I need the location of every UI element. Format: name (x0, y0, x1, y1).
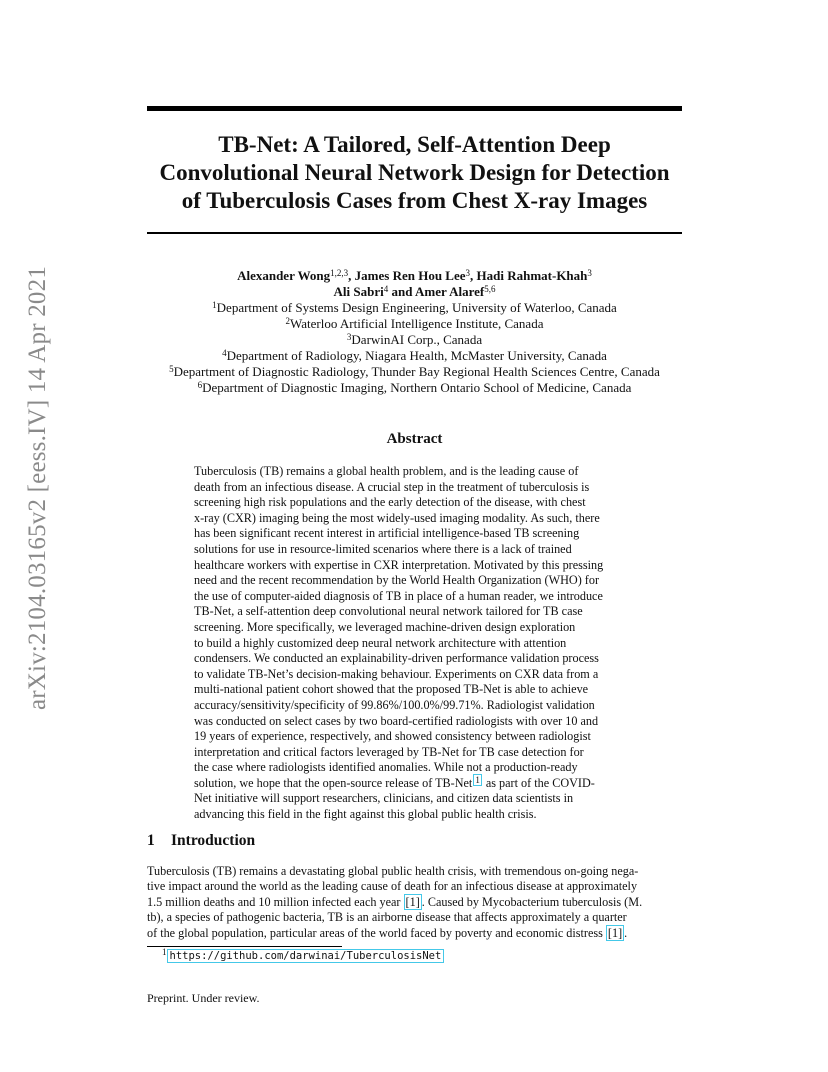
section-heading (147, 832, 682, 850)
author-name: and Amer Alaref (388, 284, 485, 299)
footnote-mark: 1 (162, 947, 167, 957)
author-sup: 4 (383, 284, 389, 294)
affiliation-line (147, 380, 682, 396)
section-title: Introduction (171, 832, 256, 849)
abstract-line (194, 776, 634, 792)
intro-line: tive impact around the world as the leading cause of death for an infectious disease at approximately (147, 879, 638, 894)
affiliation-line (147, 316, 682, 332)
author-line-1 (147, 268, 682, 284)
paper-title (147, 131, 682, 215)
affiliation-text: Waterloo Artificial Intelligence Institute, Canada (290, 316, 544, 331)
author-sup: 3 (587, 268, 592, 278)
abstract-text: solution, we hope that the open-source release of TB-Net (194, 775, 473, 790)
footnote-rule (147, 946, 342, 947)
preprint-footer: Preprint. Under review. (147, 991, 260, 1005)
title-line-1: TB-Net: A Tailored, Self-Attention Deep (218, 132, 611, 157)
intro-text: . Caused by Mycobacterium tuberculosis (M. (421, 894, 643, 909)
affiliation-text: DarwinAI Corp., Canada (351, 332, 483, 347)
abstract-line: 19 years of experience, respectively, and showed consistency between radiologist (194, 729, 591, 744)
abstract-text: as part of the COVID- (482, 775, 595, 790)
citation-link[interactable]: [1] (607, 925, 623, 940)
intro-line: tb), a species of pathogenic bacteria, TB is an airborne disease that affects approximately a quarter (147, 910, 627, 925)
affiliation-line (147, 364, 682, 380)
intro-text: 1.5 million deaths and 10 million infected each year (147, 894, 404, 909)
abstract-line: healthcare workers with expertise in CXR interpretation. Motivated by this pressing (194, 557, 604, 572)
intro-text: . (624, 925, 628, 940)
affiliation-text: Department of Diagnostic Radiology, Thunder Bay Regional Health Sciences Centre, Canada (173, 364, 660, 379)
abstract-line: solutions for use in resource-limited scenarios where there is a lack of trained (194, 541, 572, 556)
title-top-rule (147, 106, 682, 111)
citation-link[interactable]: [1] (405, 894, 420, 909)
intro-line: Tuberculosis (TB) remains a devastating global public health crisis, with tremendous on-going nega- (147, 864, 639, 878)
author-name: , Hadi Rahmat-Khah (470, 268, 588, 283)
abstract-line: need and the recent recommendation by the World Health Organization (WHO) for (194, 573, 600, 588)
abstract-line: multi-national patient cohort showed that the proposed TB-Net is able to achieve (194, 682, 589, 697)
abstract-line: screening. More specifically, we leveraged machine-driven design exploration (194, 619, 576, 634)
section-number: 1 (147, 832, 155, 849)
intro-line (147, 895, 682, 910)
abstract-body (194, 464, 634, 823)
arxiv-sidebar (0, 0, 60, 1072)
author-sup: 1,2,3 (330, 268, 349, 278)
abstract-line: death from an infectious disease. A crucial step in the treatment of tuberculosis is (194, 479, 590, 494)
title-line-3: of Tuberculosis Cases from Chest X-ray Images (181, 188, 648, 213)
author-block (147, 268, 682, 396)
affiliation-line (147, 300, 682, 316)
abstract-line: condensers. We conducted an explainability-driven performance validation process (194, 651, 599, 666)
title-line-2: Convolutional Neural Network Design for Detection (159, 160, 670, 185)
intro-text: of the global population, particular areas of the world faced by poverty and economic distress (147, 925, 606, 940)
abstract-line: TB-Net, a self-attention deep convolutional neural network tailored for TB case (194, 604, 583, 619)
abstract-line: to build a highly customized deep neural network architecture with attention (194, 635, 567, 650)
abstract-line: screening high risk populations and the early detection of the disease, with chest (194, 495, 586, 510)
abstract-line: Net initiative will support researchers, clinicians, and citizen data scientists in (194, 791, 574, 806)
abstract-heading: Abstract (386, 431, 443, 447)
footnote-ref-link[interactable]: 1 (475, 774, 480, 785)
intro-paragraph (147, 864, 682, 941)
footnote (162, 947, 444, 962)
abstract-line: has been significant recent interest in artificial intelligence-based TB screening (194, 526, 580, 541)
affiliation-line (147, 332, 682, 348)
affiliation-sup: 1 (212, 300, 217, 310)
author-sup: 3 (465, 268, 471, 278)
abstract-line: interpretation and critical factors leveraged by TB-Net for TB case detection for (194, 744, 584, 759)
abstract-line: the use of computer-aided diagnosis of TB in place of a human reader, we introduce (194, 588, 603, 603)
author-name: , James Ren Hou Lee (348, 268, 466, 283)
affiliation-line (147, 348, 682, 364)
author-name: Ali Sabri (333, 284, 384, 299)
affiliation-text: Department of Diagnostic Imaging, Northern Ontario School of Medicine, Canada (202, 380, 632, 395)
author-name: Alexander Wong (237, 268, 331, 283)
abstract-line: x-ray (CXR) imaging being the most widely-used imaging modality. As such, there (194, 510, 600, 525)
abstract-line: the case where radiologists identified anomalies. While not a production-ready (194, 760, 578, 775)
affiliation-text: Department of Radiology, Niagara Health, McMaster University, Canada (226, 348, 607, 363)
affiliation-sup: 2 (285, 316, 291, 326)
affiliation-sup: 3 (346, 332, 352, 342)
github-url-link[interactable]: https://github.com/darwinai/TuberculosisNet (167, 949, 445, 963)
affiliation-sup: 6 (197, 380, 203, 390)
author-line-2 (147, 284, 682, 300)
title-bottom-rule (147, 232, 682, 234)
affiliation-sup: 4 (222, 348, 227, 358)
abstract-line: to validate TB-Net’s decision-making behaviour. Experiments on CXR data from a (194, 666, 599, 681)
abstract-line: accuracy/sensitivity/specificity of 99.86%/100.0%/99.71%. Radiologist validation (194, 697, 595, 712)
abstract-line: advancing this field in the fight against this global public health crisis. (194, 807, 537, 822)
abstract-line: was conducted on select cases by two board-certified radiologists with over 10 and (194, 713, 599, 728)
intro-line (147, 926, 682, 941)
affiliation-sup: 5 (169, 364, 174, 374)
arxiv-identifier: arXiv:2104.03165v2 [eess.IV] 14 Apr 2021 (24, 265, 51, 711)
author-sup: 5,6 (484, 284, 496, 294)
abstract-line: Tuberculosis (TB) remains a global health problem, and is the leading cause of (194, 464, 579, 478)
affiliation-text: Department of Systems Design Engineering, University of Waterloo, Canada (216, 300, 617, 315)
